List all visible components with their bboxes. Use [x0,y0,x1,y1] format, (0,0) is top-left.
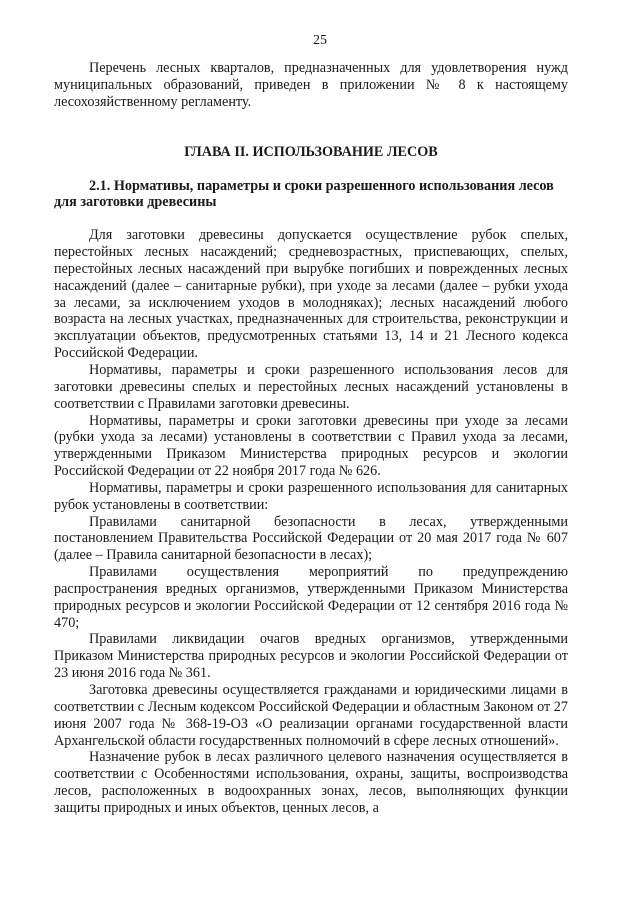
page-content [54,60,568,817]
intro-paragraph: Перечень лесных кварталов, предназначенных для удовлетворения нужд муниципальных образований, приведен в приложении № 8 к настоящему лесохозяйственному регламенту. [54,60,568,110]
body-paragraph: Правилами осуществления мероприятий по предупреждению распространения вредных организмов, утвержденными Приказом Министерства природных ресурсов и экологии Российской Федерации от 12 сентября 2016 года № 470; [54,564,568,631]
page-number: 25 [313,33,327,48]
body-paragraph: Для заготовки древесины допускается осуществление рубок спелых, перестойных лесных насаждений; средневозрастных, приспевающих, спелых, перестойных лесных насаждений при вырубке погибших и поврежденных лесных насаждений (далее – санитарные рубки), при уходе за лесами (далее – рубки ухода за лесами, за исключением уходов в молодняках); лесных насаждений любого возраста на лесных участках, предназначенных для строительства, реконструкции и эксплуатации объектов, предусмотренных статьями 13, 14 и 21 Лесного кодекса Российской Федерации. [54,227,568,362]
body-paragraph: Правилами санитарной безопасности в лесах, утвержденными постановлением Правительства Российской Федерации от 20 мая 2017 года № 607 (далее – Правила санитарной безопасности в лесах); [54,513,568,564]
body-paragraph: Заготовка древесины осуществляется гражданами и юридическими лицами в соответствии с Лесным кодексом Российской Федерации и областным Законом от 27 июня 2007 года № 368-19-ОЗ «О реализации органами государственной власти Архангельской области государственных полномочий в сфере лесных отношений». [54,682,568,749]
chapter-title: ГЛАВА II. ИСПОЛЬЗОВАНИЕ ЛЕСОВ [184,143,438,160]
body-paragraph: Нормативы, параметры и сроки заготовки древесины при уходе за лесами (рубки ухода за лесами) установлены в соответствии с Правил ухода за лесами, утвержденными Приказом Министерства природных ресурсов и экологии Российской Федерации от 22 ноября 2017 года № 626. [54,412,568,480]
body-paragraph: Назначение рубок в лесах различного целевого назначения осуществляется в соответствии с Особенностями использования, охраны, защиты, воспроизводства лесов, расположенных в водоохранных зонах, лесов, выполняющих функции защиты природных и иных объектов, ценных лесов, а [54,749,568,816]
body-paragraph: Нормативы, параметры и сроки разрешенного использования для санитарных рубок установлены в соответствии: [54,479,568,513]
body-paragraph: Нормативы, параметры и сроки разрешенного использования лесов для заготовки древесины спелых и перестойных лесных насаждений установлены в соответствии с Правилами заготовки древесины. [54,361,568,412]
body-paragraph: Правилами ликвидации очагов вредных организмов, утвержденными Приказом Министерства природных ресурсов и экологии Российской Федерации от 23 июня 2016 года № 361. [54,631,568,682]
section-title: 2.1. Нормативы, параметры и сроки разрешенного использования лесов для заготовки древесины [54,177,554,211]
spacer [54,111,568,144]
spacer [54,211,568,227]
spacer [54,161,568,178]
